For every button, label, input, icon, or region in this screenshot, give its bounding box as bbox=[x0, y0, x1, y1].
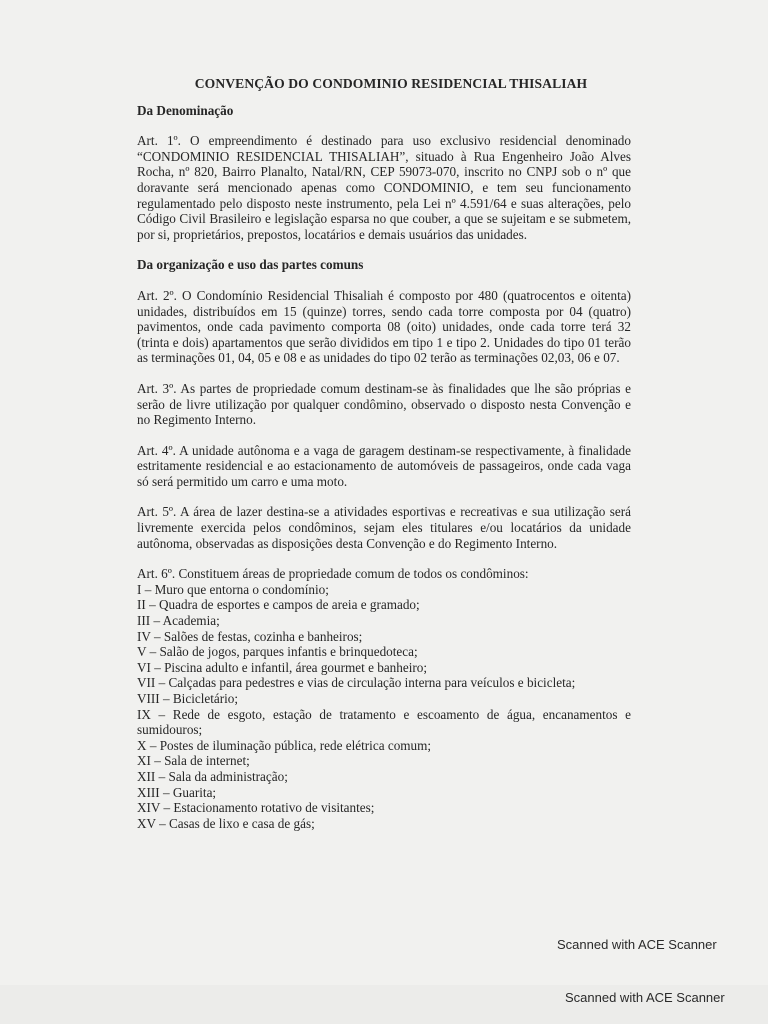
list-item: XV – Casas de lixo e casa de gás; bbox=[137, 815, 315, 831]
list-item: VIII – Bicicletário; bbox=[137, 691, 239, 706]
section-heading-partes-comuns: Da organização e uso das partes comuns bbox=[137, 257, 364, 273]
scanner-watermark: Scanned with ACE Scanner bbox=[557, 937, 717, 952]
article-1: Art. 1º. O empreendimento é destinado para uso exclusivo residencial denominado “CONDOMINIO RESIDENCIAL THISALIAH”, situado à Rua Engenheiro João Alves Rocha, nº 820, Bairro Planalto, Natal/RN, CEP 59073-070, inscrito no CNPJ sob o nº que doravante será mencionado apenas como CONDOMINIO, e tem seu funcionamento regulamentado pelo disposto neste instrumento, pela Lei nº 4.591/64 e suas alterações, pelo Código Civil Brasileiro e legislação esparsa no que couber, a que se sujeitam e se submetem, por si, proprietários, prepostos, locatários e demais usuários das unidades. bbox=[137, 133, 631, 242]
article-5: Art. 5º. A área de lazer destina-se a atividades esportivas e recreativas e sua utilização será livremente exercida pelos condôminos, sejam eles titulares e/ou locatários da unidade autônoma, observadas as disposições desta Convenção e do Regimento Interno. bbox=[137, 504, 631, 551]
list-item: IX – Rede de esgoto, estação de tratamento e escoamento de água, encanamentos e sumidouros; bbox=[137, 706, 631, 738]
scanner-footer-watermark: Scanned with ACE Scanner bbox=[565, 990, 725, 1005]
list-item: I – Muro que entorna o condomínio; bbox=[137, 581, 329, 597]
list-item: XIV – Estacionamento rotativo de visitantes; bbox=[137, 800, 375, 816]
article-6-list bbox=[137, 582, 631, 832]
list-item: X – Postes de iluminação pública, rede elétrica comum; bbox=[137, 737, 432, 753]
article-4: Art. 4º. A unidade autônoma e a vaga de garagem destinam-se respectivamente, à finalidade estritamente residencial e ao estacionamento de automóveis de passageiros, onde cada vaga só será permitido um carro e uma moto. bbox=[137, 442, 631, 489]
list-item: XIII – Guarita; bbox=[137, 784, 217, 800]
article-6: Art. 6º. Constituem áreas de propriedade comum de todos os condôminos: bbox=[137, 566, 529, 582]
article-3: Art. 3º. As partes de propriedade comum destinam-se às finalidades que lhe são próprias e serão de livre utilização por qualquer condômino, observado o disposto nesta Convenção e no Regimento Interno. bbox=[137, 380, 631, 428]
section-heading-denominacao: Da Denominação bbox=[137, 102, 234, 118]
list-item: II – Quadra de esportes e campos de areia e gramado; bbox=[137, 597, 420, 613]
article-2: Art. 2º. O Condomínio Residencial Thisaliah é composto por 480 (quatrocentos e oitenta) unidades, distribuídos em 15 (quinze) torres, sendo cada torre composta por 04 (quatro) pavimentos, onde cada pavimento comporta 08 (oito) unidades, onde cada torre terá 32 (trinta e dois) apartamentos que serão divididos em tipo 1 e tipo 2. Unidades do tipo 01 terão as terminações 01, 04, 05 e 08 e as unidades do tipo 02 terão as terminações 02,03, 06 e 07. bbox=[137, 287, 631, 366]
list-item: IV – Salões de festas, cozinha e banheiros; bbox=[137, 628, 363, 644]
list-item: VI – Piscina adulto e infantil, área gourmet e banheiro; bbox=[137, 659, 428, 675]
list-item: XI – Sala de internet; bbox=[137, 753, 250, 769]
document-body bbox=[137, 76, 631, 831]
document-title: CONVENÇÃO DO CONDOMINIO RESIDENCIAL THISALIAH bbox=[194, 76, 588, 91]
list-item: VII – Calçadas para pedestres e vias de circulação interna para veículos e bicicleta; bbox=[137, 675, 576, 691]
list-item: XII – Sala da administração; bbox=[137, 768, 288, 784]
list-item: III – Academia; bbox=[137, 613, 220, 629]
list-item: V – Salão de jogos, parques infantis e brinquedoteca; bbox=[137, 644, 418, 660]
